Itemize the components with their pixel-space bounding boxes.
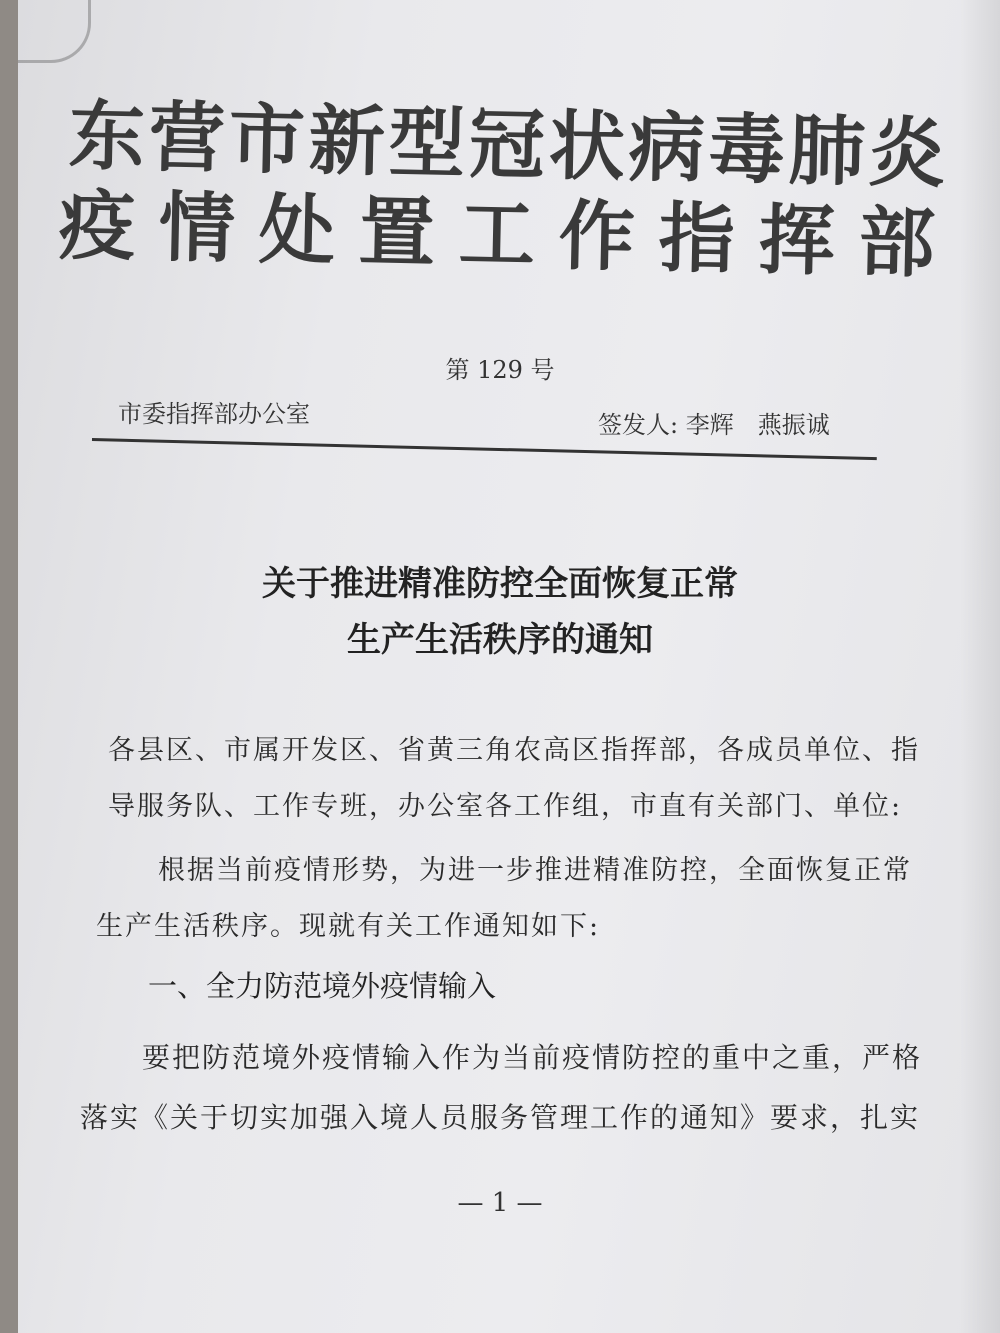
intro-line1: 根据当前疫情形势，为进一步推进精准防控，全面恢复正常 <box>158 855 912 886</box>
intro-line2: 生产生活秩序。现就有关工作通知如下: <box>96 911 601 942</box>
page-number: — 1 — <box>457 1188 543 1218</box>
corner-stamp-mark <box>18 0 91 63</box>
section1-line2: 落实《关于切实加强入境人员服务管理工作的通知》要求，扎实 <box>80 1101 921 1134</box>
notice-title-line1: 关于推进精准防控全面恢复正常 <box>262 564 738 604</box>
addressee-line2: 导服务队、工作专班，办公室各工作组，市直有关部门、单位: <box>108 791 903 822</box>
notice-title-line2: 生产生活秩序的通知 <box>347 620 653 660</box>
header-title-line2: 疫情处置工作指挥部 <box>58 180 960 289</box>
section1-line1: 要把防范境外疫情输入作为当前疫情防控的重中之重，严格 <box>142 1041 923 1074</box>
section1-heading: 一、全力防范境外疫情输入 <box>148 969 497 1003</box>
document-number: 第 129 号 <box>445 356 555 384</box>
addressee-line1: 各县区、市属开发区、省黄三角农高区指挥部，各成员单位、指 <box>108 735 920 766</box>
issuer: 市委指挥部办公室 <box>118 400 310 428</box>
header-title-line1: 东营市新型冠状病毒肺炎 <box>68 90 950 199</box>
signer: 签发人: 李辉 燕振诚 <box>598 411 830 439</box>
